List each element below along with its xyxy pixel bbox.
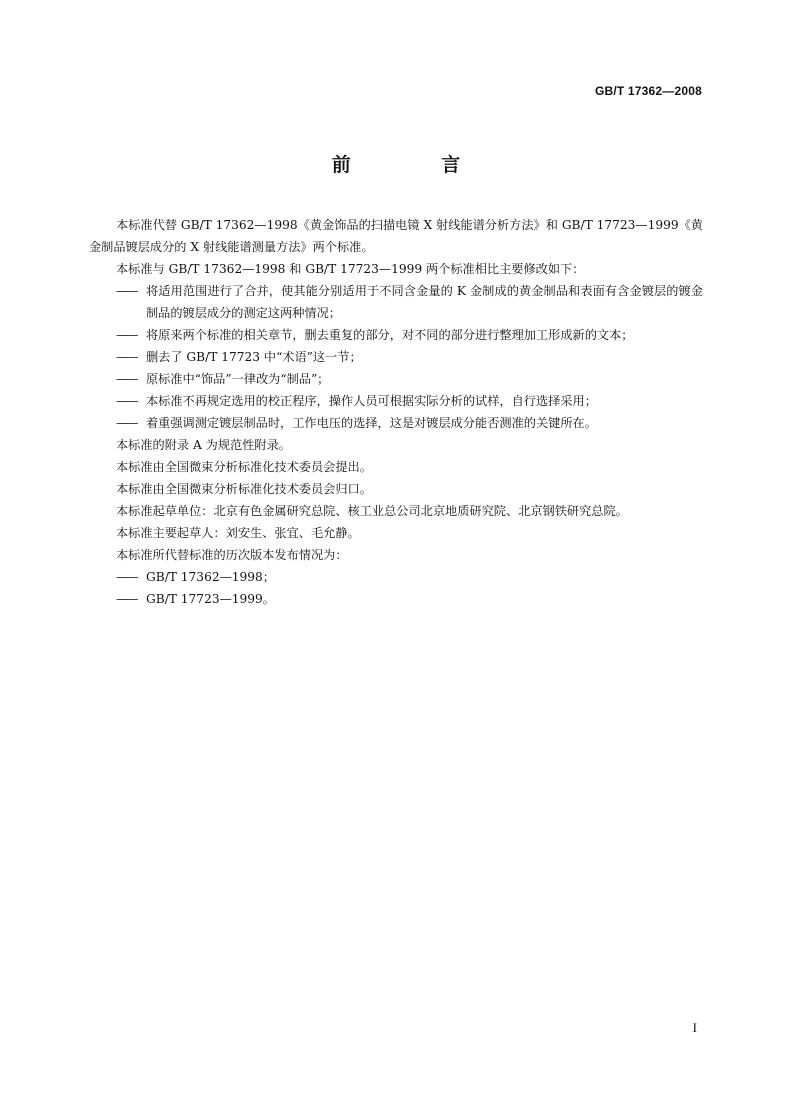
paragraph-changes-intro: 本标准与 GB/T 17362—1998 和 GB/T 17723—1999 两个标准相比主要修改如下：: [116, 262, 585, 276]
paragraph-proposed-by: 本标准由全国微束分析标准化技术委员会提出。: [116, 460, 372, 474]
paragraph-history-intro: 本标准所代替标准的历次版本发布情况为：: [116, 548, 348, 562]
foreword-body: [89, 214, 703, 610]
paragraph-drafting-units: 本标准起草单位：北京有色金属研究总院、核工业总公司北京地质研究院、北京钢铁研究总院。: [116, 504, 628, 518]
paragraph-replaces: 本标准代替 GB/T 17362—1998《黄金饰品的扫描电镜 X 射线能谱分析方法》和 GB/T 17723—1999《黄金制品镀层成分的 X 射线能谱测量方法》两个标准。: [89, 218, 703, 254]
list-item: —— 本标准不再规定选用的校正程序，操作人员可根据实际分析的试样，自行选择采用；: [89, 390, 703, 412]
list-item: —— GB/T 17362—1998；: [89, 566, 703, 588]
standard-code: GB/T 17362—2008: [594, 84, 702, 98]
dash-marker: ——: [116, 372, 137, 386]
list-item: —— 删去了 GB/T 17723 中“术语”这一节；: [89, 346, 703, 368]
list-item: —— 着重强调测定镀层制品时，工作电压的选择，这是对镀层成分能否测准的关键所在。: [89, 412, 703, 434]
list-item: —— 将适用范围进行了合并，使其能分别适用于不同含金量的 K 金制成的黄金制品和表面有含金镀层的镀金制品的镀层成分的测定这两种情况；: [89, 280, 703, 324]
dash-marker: ——: [116, 394, 137, 408]
dash-marker: ——: [116, 284, 137, 298]
paragraph-administered-by: 本标准由全国微束分析标准化技术委员会归口。: [116, 482, 372, 496]
list-item: —— 将原来两个标准的相关章节，删去重复的部分，对不同的部分进行整理加工形成新的文本；: [89, 324, 703, 346]
list-item: —— 原标准中“饰品”一律改为“制品”；: [89, 368, 703, 390]
page-title: 前 言: [331, 154, 503, 176]
dash-marker: ——: [116, 570, 137, 584]
dash-marker: ——: [116, 328, 137, 342]
paragraph-annex: 本标准的附录 A 为规范性附录。: [116, 438, 291, 452]
paragraph-drafters: 本标准主要起草人：刘安生、张宜、毛允静。: [116, 526, 360, 540]
list-item: —— GB/T 17723—1999。: [89, 588, 703, 610]
dash-marker: ——: [116, 592, 137, 606]
dash-marker: ——: [116, 416, 137, 430]
page-number: I: [692, 1020, 697, 1035]
dash-marker: ——: [116, 350, 137, 364]
